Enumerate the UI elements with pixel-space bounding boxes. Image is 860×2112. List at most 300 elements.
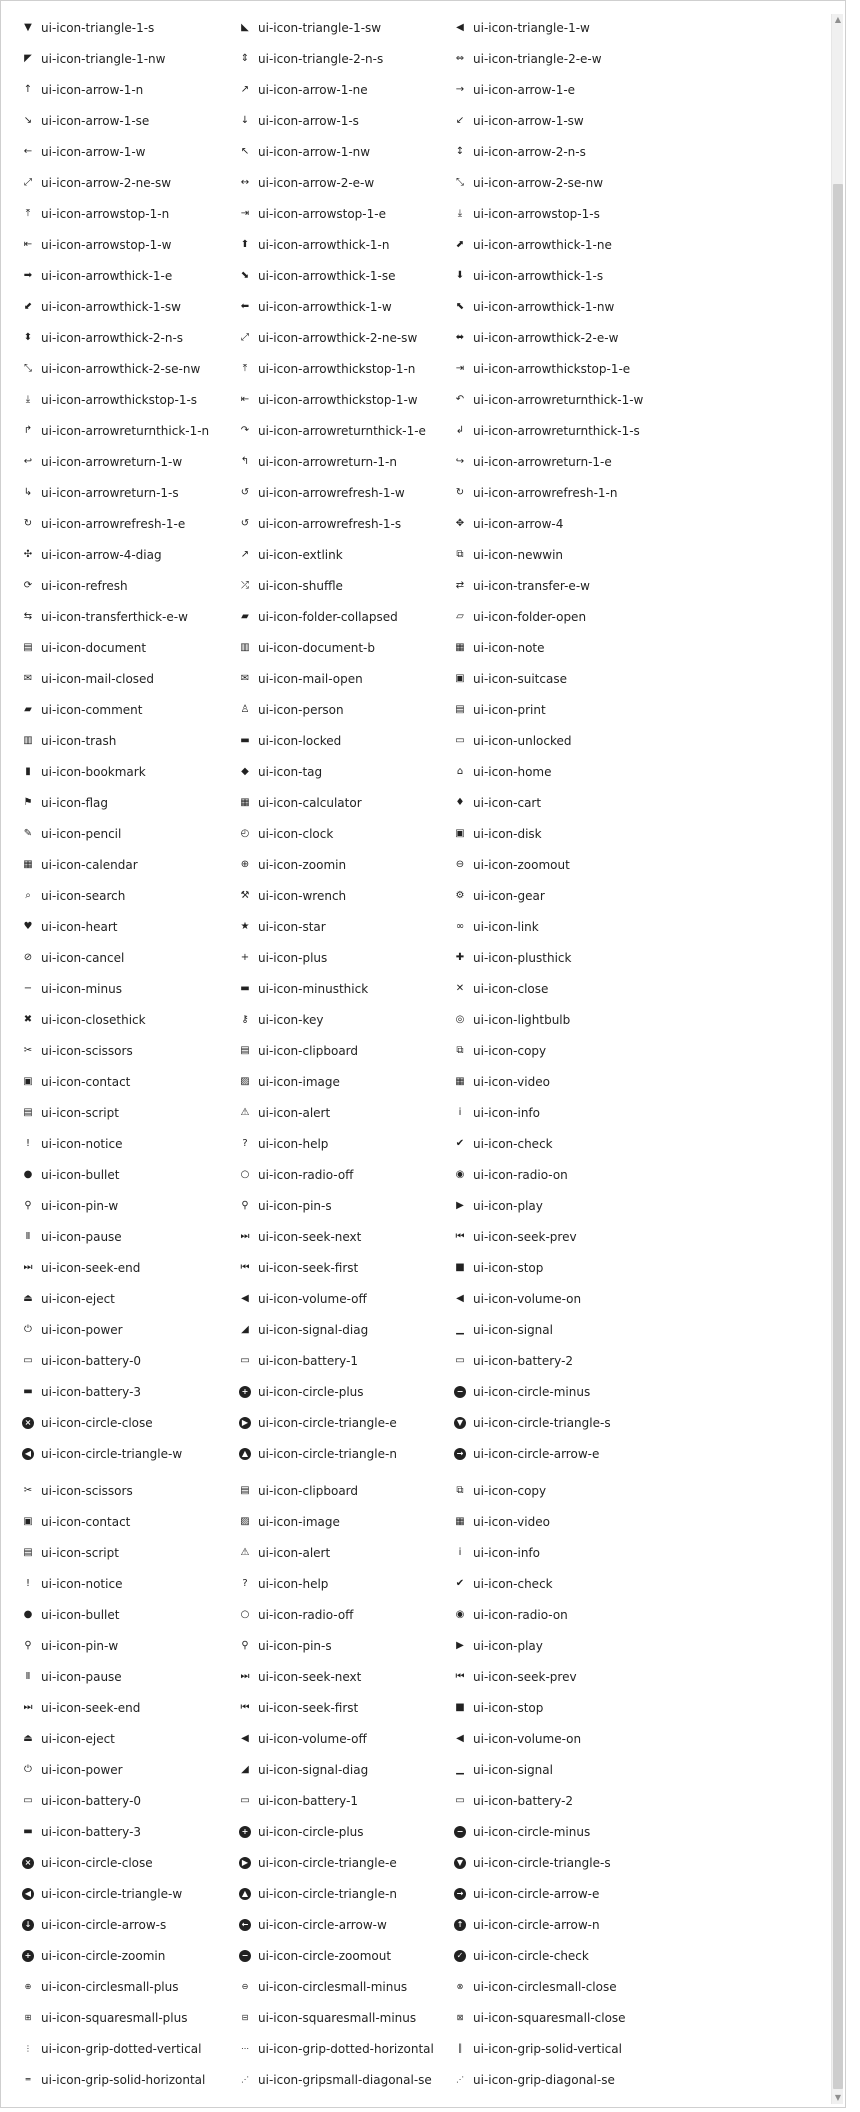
icon-class-label: ui-icon-contact [41, 1514, 131, 1529]
arrow-north-icon: ↑ [23, 83, 33, 95]
icon-row [1, 171, 837, 194]
icon-row [1, 1101, 837, 1124]
circle-arrow-north-icon: ↑ [454, 1919, 466, 1931]
icon-class-label: ui-icon-circle-triangle-e [258, 1415, 397, 1430]
arrowreturn-west-icon: ↩ [23, 455, 33, 467]
icon-class-label: ui-icon-seek-prev [473, 1229, 577, 1244]
icon-row [1, 140, 837, 163]
icon-list-item [22, 1696, 227, 1719]
volume-on-icon: ◀ [456, 1732, 464, 1744]
icon-class-label: ui-icon-circle-plus [258, 1384, 364, 1399]
icon-list-item [454, 1101, 724, 1124]
icon-list-item [22, 1039, 227, 1062]
icon-class-label: ui-icon-arrow-2-se-nw [473, 175, 604, 190]
icon-list-item [239, 1696, 444, 1719]
icon-class-label: ui-icon-radio-on [473, 1167, 568, 1182]
icon-row [1, 47, 837, 70]
bullet-icon: ● [23, 1168, 33, 1180]
icon-list-item [239, 636, 444, 659]
icon-list-item [239, 1287, 444, 1310]
icon-list-item [22, 481, 227, 504]
icon-class-label: ui-icon-grip-solid-vertical [473, 2041, 622, 2056]
icon-class-label: ui-icon-circle-arrow-w [258, 1917, 387, 1932]
print-icon: ▤ [455, 703, 465, 715]
icon-list-item [454, 1349, 724, 1372]
circle-minus-icon: − [454, 1826, 466, 1838]
circle-triangle-north-icon: ▲ [239, 1888, 251, 1900]
icon-class-label: ui-icon-document [41, 640, 147, 655]
icon-list-item [22, 1442, 227, 1465]
icon-list-item [239, 326, 444, 349]
pause-icon: Ⅱ [25, 1670, 31, 1682]
icon-class-label: ui-icon-arrow-1-nw [258, 144, 371, 159]
cart-icon: ♦ [455, 796, 465, 808]
arrowthick-southeast-icon: ⬊ [240, 269, 250, 281]
icon-row [1, 605, 837, 628]
tag-icon: ◆ [241, 765, 249, 777]
suitcase-icon: ▣ [455, 672, 465, 684]
icon-row [1, 1194, 837, 1217]
icon-class-label: ui-icon-arrowthick-1-s [473, 268, 604, 283]
icon-list-item [239, 109, 444, 132]
lightbulb-icon: ◎ [455, 1013, 465, 1025]
bullet-icon: ● [23, 1608, 33, 1620]
icon-list-item [22, 1541, 227, 1564]
icon-class-label: ui-icon-arrowthick-2-n-s [41, 330, 184, 345]
icon-class-label: ui-icon-seek-end [41, 1700, 141, 1715]
arrowthick-northwest-icon: ⬉ [455, 300, 465, 312]
icon-list-item [454, 78, 724, 101]
icon-class-label: ui-icon-disk [473, 826, 542, 841]
icon-list-item [22, 109, 227, 132]
icon-row [1, 1070, 837, 1093]
icon-list-item [22, 1572, 227, 1595]
icon-row [1, 1634, 837, 1657]
icon-class-label: ui-icon-battery-1 [258, 1793, 359, 1808]
grip-dotted-horizontal-icon: ⋯ [241, 2043, 249, 2053]
icon-class-label: ui-icon-arrowreturn-1-e [473, 454, 612, 469]
icon-class-label: ui-icon-arrowthick-1-w [258, 299, 392, 314]
icon-list-item [22, 1194, 227, 1217]
icon-class-label: ui-icon-arrowrefresh-1-s [258, 516, 402, 531]
icon-list-item [454, 264, 724, 287]
icon-class-label: ui-icon-pause [41, 1229, 122, 1244]
arrowthick-north-south-icon: ⬍ [23, 331, 33, 343]
bookmark-icon: ▮ [25, 765, 31, 777]
locked-icon: ▬ [240, 734, 250, 746]
icon-list-item [22, 822, 227, 845]
icon-list-item [239, 729, 444, 752]
grip-solid-horizontal-icon: ═ [25, 2074, 31, 2084]
icon-class-label: ui-icon-arrowthick-1-ne [473, 237, 612, 252]
wrench-icon: ⚒ [240, 889, 250, 901]
icon-list-item [22, 140, 227, 163]
arrowstop-north-icon: ⤒ [25, 207, 31, 219]
radio-off-icon: ○ [240, 1168, 250, 1180]
seek-prev-icon: ⏮ [455, 1670, 465, 1682]
icon-list-item [22, 419, 227, 442]
icon-row [1, 1603, 837, 1626]
new-window-icon: ⧉ [456, 548, 464, 560]
icon-row [1, 543, 837, 566]
icon-list-item [22, 1634, 227, 1657]
icon-list-item [22, 1287, 227, 1310]
icon-class-label: ui-icon-tag [258, 764, 323, 779]
icon-class-label: ui-icon-circle-plus [258, 1824, 364, 1839]
icon-class-label: ui-icon-bullet [41, 1607, 120, 1622]
icon-class-label: ui-icon-pencil [41, 826, 122, 841]
icon-list-item [22, 512, 227, 535]
icon-class-label: ui-icon-arrowthick-1-se [258, 268, 396, 283]
icon-list-item [454, 1318, 724, 1341]
document-b-icon: ▥ [240, 641, 250, 653]
icon-class-label: ui-icon-volume-on [473, 1731, 582, 1746]
icon-list-item [239, 1479, 444, 1502]
help-icon: ? [242, 1137, 248, 1149]
icon-class-label: ui-icon-battery-0 [41, 1353, 142, 1368]
calendar-icon: ▦ [23, 858, 33, 870]
icon-class-label: ui-icon-extlink [258, 547, 343, 562]
icon-row [1, 450, 837, 473]
plus-icon: + [240, 951, 250, 963]
icon-class-label: ui-icon-info [473, 1105, 540, 1120]
icon-list-item [239, 667, 444, 690]
icon-class-label: ui-icon-unlocked [473, 733, 572, 748]
icon-class-label: ui-icon-arrowreturn-1-n [258, 454, 397, 469]
scroll-up-icon[interactable]: ▲ [834, 15, 842, 24]
arrowthick-west-icon: ⬅ [240, 300, 250, 312]
icon-list-item [239, 388, 444, 411]
icon-list-item [22, 1913, 227, 1936]
circle-minus-icon: − [454, 1386, 466, 1398]
icon-class-label: ui-icon-seek-prev [473, 1669, 577, 1684]
icon-row [1, 1758, 837, 1781]
seek-end-icon: ⏭ [23, 1701, 33, 1713]
icon-class-label: ui-icon-arrowstop-1-n [41, 206, 170, 221]
icon-class-label: ui-icon-arrowreturnthick-1-s [473, 423, 640, 438]
icon-class-label: ui-icon-stop [473, 1260, 544, 1275]
icon-list-item [239, 1442, 444, 1465]
arrow-east-icon: → [455, 83, 465, 95]
icon-class-label: ui-icon-circle-triangle-s [473, 1415, 611, 1430]
scrollbar-thumb[interactable] [833, 184, 843, 2089]
circle-plus-icon: + [239, 1386, 251, 1398]
play-icon: ▶ [456, 1639, 464, 1651]
arrow-southeast-icon: ↘ [23, 114, 33, 126]
icon-list-item [454, 1851, 724, 1874]
icon-list-item [22, 2006, 227, 2029]
icon-list-item [239, 78, 444, 101]
icon-class-label: ui-icon-bookmark [41, 764, 146, 779]
icon-row [1, 202, 837, 225]
icon-list-item [454, 977, 724, 1000]
icon-list-item [22, 1256, 227, 1279]
icon-class-label: ui-icon-copy [473, 1483, 547, 1498]
icon-class-label: ui-icon-volume-off [258, 1731, 367, 1746]
icon-class-label: ui-icon-arrowthickstop-1-e [473, 361, 631, 376]
icon-row [1, 760, 837, 783]
icon-row [1, 1380, 837, 1403]
volume-off-icon: ◀ [241, 1292, 249, 1304]
icon-list-item [22, 1820, 227, 1843]
icon-class-label: ui-icon-arrow-1-sw [473, 113, 584, 128]
triangle-west-icon: ◀ [456, 21, 464, 33]
icon-class-label: ui-icon-arrow-4 [473, 516, 564, 531]
icon-list-item [239, 1411, 444, 1434]
icon-class-label: ui-icon-circle-triangle-e [258, 1855, 397, 1870]
icon-class-label: ui-icon-transfer-e-w [473, 578, 590, 593]
icon-list-item [454, 326, 724, 349]
icon-class-label: ui-icon-circle-zoomout [258, 1948, 392, 1963]
icon-class-label: ui-icon-alert [258, 1105, 331, 1120]
icon-class-label: ui-icon-battery-3 [41, 1384, 142, 1399]
icon-list-item [22, 791, 227, 814]
circle-close-icon: × [22, 1857, 34, 1869]
icon-class-label: ui-icon-squaresmall-minus [258, 2010, 417, 2025]
icon-list-item [454, 543, 724, 566]
icon-class-label: ui-icon-circle-arrow-e [473, 1446, 600, 1461]
icon-list-item [239, 915, 444, 938]
icon-class-label: ui-icon-arrowthick-2-se-nw [41, 361, 201, 376]
icon-list-item [239, 1603, 444, 1626]
arrowthickstop-west-icon: ⇤ [240, 393, 250, 405]
icon-class-label: ui-icon-folder-open [473, 609, 587, 624]
icon-class-label: ui-icon-close [473, 981, 549, 996]
icon-class-label: ui-icon-circlesmall-plus [41, 1979, 179, 1994]
icon-list-item [22, 16, 227, 39]
icon-list-item [22, 1380, 227, 1403]
mail-open-icon: ✉ [240, 672, 250, 684]
arrow-northwest-icon: ↖ [240, 145, 250, 157]
icon-class-label: ui-icon-plusthick [473, 950, 572, 965]
triangle-southwest-icon: ◣ [241, 21, 249, 33]
arrowthick-north-icon: ⬆ [240, 238, 250, 250]
icon-list-item [22, 1101, 227, 1124]
circle-plus-icon: + [239, 1826, 251, 1838]
script-icon: ▤ [23, 1546, 33, 1558]
icon-list-item [22, 884, 227, 907]
icon-class-label: ui-icon-circlesmall-close [473, 1979, 617, 1994]
stop-icon: ■ [455, 1261, 465, 1273]
icon-class-label: ui-icon-arrowreturnthick-1-e [258, 423, 426, 438]
icon-class-label: ui-icon-link [473, 919, 539, 934]
icon-list-item [454, 1944, 724, 1967]
icon-list-item [22, 1070, 227, 1093]
seek-first-icon: ⏮ [240, 1701, 250, 1713]
icon-row [1, 822, 837, 845]
icon-class-label: ui-icon-circle-check [473, 1948, 589, 1963]
icon-list-item [454, 729, 724, 752]
icon-list-item [454, 822, 724, 845]
circle-arrow-east-icon: → [454, 1888, 466, 1900]
icon-class-label: ui-icon-play [473, 1638, 543, 1653]
icon-class-label: ui-icon-seek-end [41, 1260, 141, 1275]
icon-class-label: ui-icon-squaresmall-plus [41, 2010, 188, 2025]
icon-class-label: ui-icon-seek-next [258, 1669, 362, 1684]
icon-list-item [22, 2068, 227, 2091]
icon-class-label: ui-icon-radio-on [473, 1607, 568, 1622]
double-triangle-north-south-icon: ⇕ [240, 52, 250, 64]
arrowthick-northeast-icon: ⬈ [455, 238, 465, 250]
icon-list-item [454, 1603, 724, 1626]
icon-list-item [239, 202, 444, 225]
icon-list-item [454, 2006, 724, 2029]
icon-class-label: ui-icon-pin-w [41, 1198, 119, 1213]
icon-row [1, 1479, 837, 1502]
seek-end-icon: ⏭ [23, 1261, 33, 1273]
icon-class-label: ui-icon-mail-open [258, 671, 363, 686]
icon-list-item [454, 388, 724, 411]
scissors-icon: ✂ [23, 1044, 33, 1056]
icon-class-label: ui-icon-arrowreturnthick-1-n [41, 423, 210, 438]
double-triangle-east-west-icon: ⇔ [455, 52, 465, 64]
icon-list-item [454, 1479, 724, 1502]
four-way-diagonal-arrow-icon: ✣ [23, 548, 33, 560]
icon-list-item [239, 1665, 444, 1688]
icon-list-item [22, 450, 227, 473]
icon-class-label: ui-icon-signal-diag [258, 1762, 369, 1777]
icon-class-label: ui-icon-signal-diag [258, 1322, 369, 1337]
icon-list-item [22, 729, 227, 752]
icon-class-label: ui-icon-grip-solid-horizontal [41, 2072, 206, 2087]
arrowreturn-south-icon: ↳ [23, 486, 33, 498]
vertical-scrollbar[interactable] [831, 14, 843, 2104]
circle-arrow-south-icon: ↓ [22, 1919, 34, 1931]
icon-row [1, 1572, 837, 1595]
icon-row [1, 1913, 837, 1936]
icon-list-item [239, 1318, 444, 1341]
circle-zoom-out-icon: − [239, 1950, 251, 1962]
icon-list-item [454, 1882, 724, 1905]
plus-thick-icon: ✚ [455, 951, 465, 963]
icon-class-label: ui-icon-arrowstop-1-e [258, 206, 386, 221]
icon-list-item [239, 1975, 444, 1998]
squaresmall-minus-icon: ⊟ [241, 2012, 249, 2022]
icon-class-label: ui-icon-notice [41, 1576, 123, 1591]
icon-class-label: ui-icon-radio-off [258, 1167, 354, 1182]
icon-row [1, 1820, 837, 1843]
icon-list-item [239, 47, 444, 70]
icon-class-label: ui-icon-zoomout [473, 857, 570, 872]
icon-row [1, 233, 837, 256]
image-icon: ▨ [240, 1075, 250, 1087]
icon-class-label: ui-icon-pin-s [258, 1198, 332, 1213]
heart-icon: ♥ [23, 920, 33, 932]
arrowrefresh-south-icon: ↺ [240, 517, 250, 529]
icon-list-item [454, 1163, 724, 1186]
icon-list-item [239, 1851, 444, 1874]
contact-icon: ▣ [23, 1515, 33, 1527]
icon-class-label: ui-icon-contact [41, 1074, 131, 1089]
icon-class-label: ui-icon-arrowrefresh-1-w [258, 485, 405, 500]
icon-class-label: ui-icon-video [473, 1514, 550, 1529]
signal-diagonal-icon: ◢ [241, 1323, 249, 1335]
contact-icon: ▣ [23, 1075, 33, 1087]
icon-list-item [454, 946, 724, 969]
seek-first-icon: ⏮ [240, 1261, 250, 1273]
icon-list-item [239, 1758, 444, 1781]
power-icon: ⏻ [24, 1323, 32, 1335]
icon-row [1, 698, 837, 721]
arrowstop-west-icon: ⇤ [23, 238, 33, 250]
icon-list-item [239, 884, 444, 907]
minus-thick-icon: ▬ [240, 982, 250, 994]
notice-icon: ! [25, 1137, 30, 1149]
icon-class-label: ui-icon-script [41, 1545, 119, 1560]
icon-row [1, 1256, 837, 1279]
icon-list-item [22, 946, 227, 969]
pause-icon: Ⅱ [25, 1230, 31, 1242]
scroll-down-icon[interactable]: ▼ [834, 2093, 842, 2102]
arrowthick-southwest-icon: ⬋ [23, 300, 33, 312]
icon-list-item [239, 1820, 444, 1843]
arrow-southwest-icon: ↙ [455, 114, 465, 126]
icon-class-label: ui-icon-key [258, 1012, 324, 1027]
icon-list-item [22, 977, 227, 1000]
icon-class-label: ui-icon-minusthick [258, 981, 369, 996]
icon-class-label: ui-icon-wrench [258, 888, 347, 903]
radio-on-icon: ◉ [455, 1168, 465, 1180]
icon-class-label: ui-icon-triangle-1-nw [41, 51, 166, 66]
icon-list-item [239, 1008, 444, 1031]
icon-list-item [454, 1665, 724, 1688]
zoom-in-icon: ⊕ [240, 858, 250, 870]
icon-list-item [239, 1634, 444, 1657]
icon-list-item [454, 1541, 724, 1564]
grip-solid-vertical-icon: ║ [457, 2043, 463, 2053]
icon-list-item [454, 1975, 724, 1998]
icon-row [1, 1318, 837, 1341]
icon-class-label: ui-icon-signal [473, 1762, 553, 1777]
icon-list-item [239, 1572, 444, 1595]
icon-class-label: ui-icon-eject [41, 1291, 115, 1306]
icon-class-label: ui-icon-gear [473, 888, 545, 903]
icon-class-label: ui-icon-info [473, 1545, 540, 1560]
key-icon: ⚷ [241, 1013, 249, 1025]
icon-class-label: ui-icon-arrowthick-1-e [41, 268, 173, 283]
icon-row [1, 636, 837, 659]
icon-class-label: ui-icon-flag [41, 795, 109, 810]
arrow-east-west-icon: ↔ [240, 176, 250, 188]
close-icon: ✕ [455, 982, 465, 994]
icon-list-item [22, 47, 227, 70]
icon-class-label: ui-icon-plus [258, 950, 328, 965]
icon-row [1, 326, 837, 349]
icon-row [1, 1349, 837, 1372]
icon-list-item [22, 2037, 227, 2060]
icon-row [1, 1039, 837, 1062]
circle-triangle-west-icon: ◀ [22, 1888, 34, 1900]
icon-row [1, 1789, 837, 1812]
icon-list-item [454, 1225, 724, 1248]
icon-class-label: ui-icon-notice [41, 1136, 123, 1151]
icon-row [1, 1287, 837, 1310]
star-icon: ★ [240, 920, 250, 932]
icon-class-label: ui-icon-battery-0 [41, 1793, 142, 1808]
disk-icon: ▣ [455, 827, 465, 839]
icon-list-item [22, 1727, 227, 1750]
icon-class-label: ui-icon-arrowthickstop-1-n [258, 361, 416, 376]
icon-list-item [239, 1132, 444, 1155]
clipboard-icon: ▤ [240, 1484, 250, 1496]
icon-row [1, 419, 837, 442]
icon-list-item [22, 1603, 227, 1626]
icon-class-label: ui-icon-triangle-1-w [473, 20, 590, 35]
icon-class-label: ui-icon-minus [41, 981, 122, 996]
comment-icon: ▰ [24, 703, 32, 715]
icon-class-label: ui-icon-circlesmall-minus [258, 1979, 408, 1994]
triangle-south-icon: ▼ [24, 21, 32, 33]
